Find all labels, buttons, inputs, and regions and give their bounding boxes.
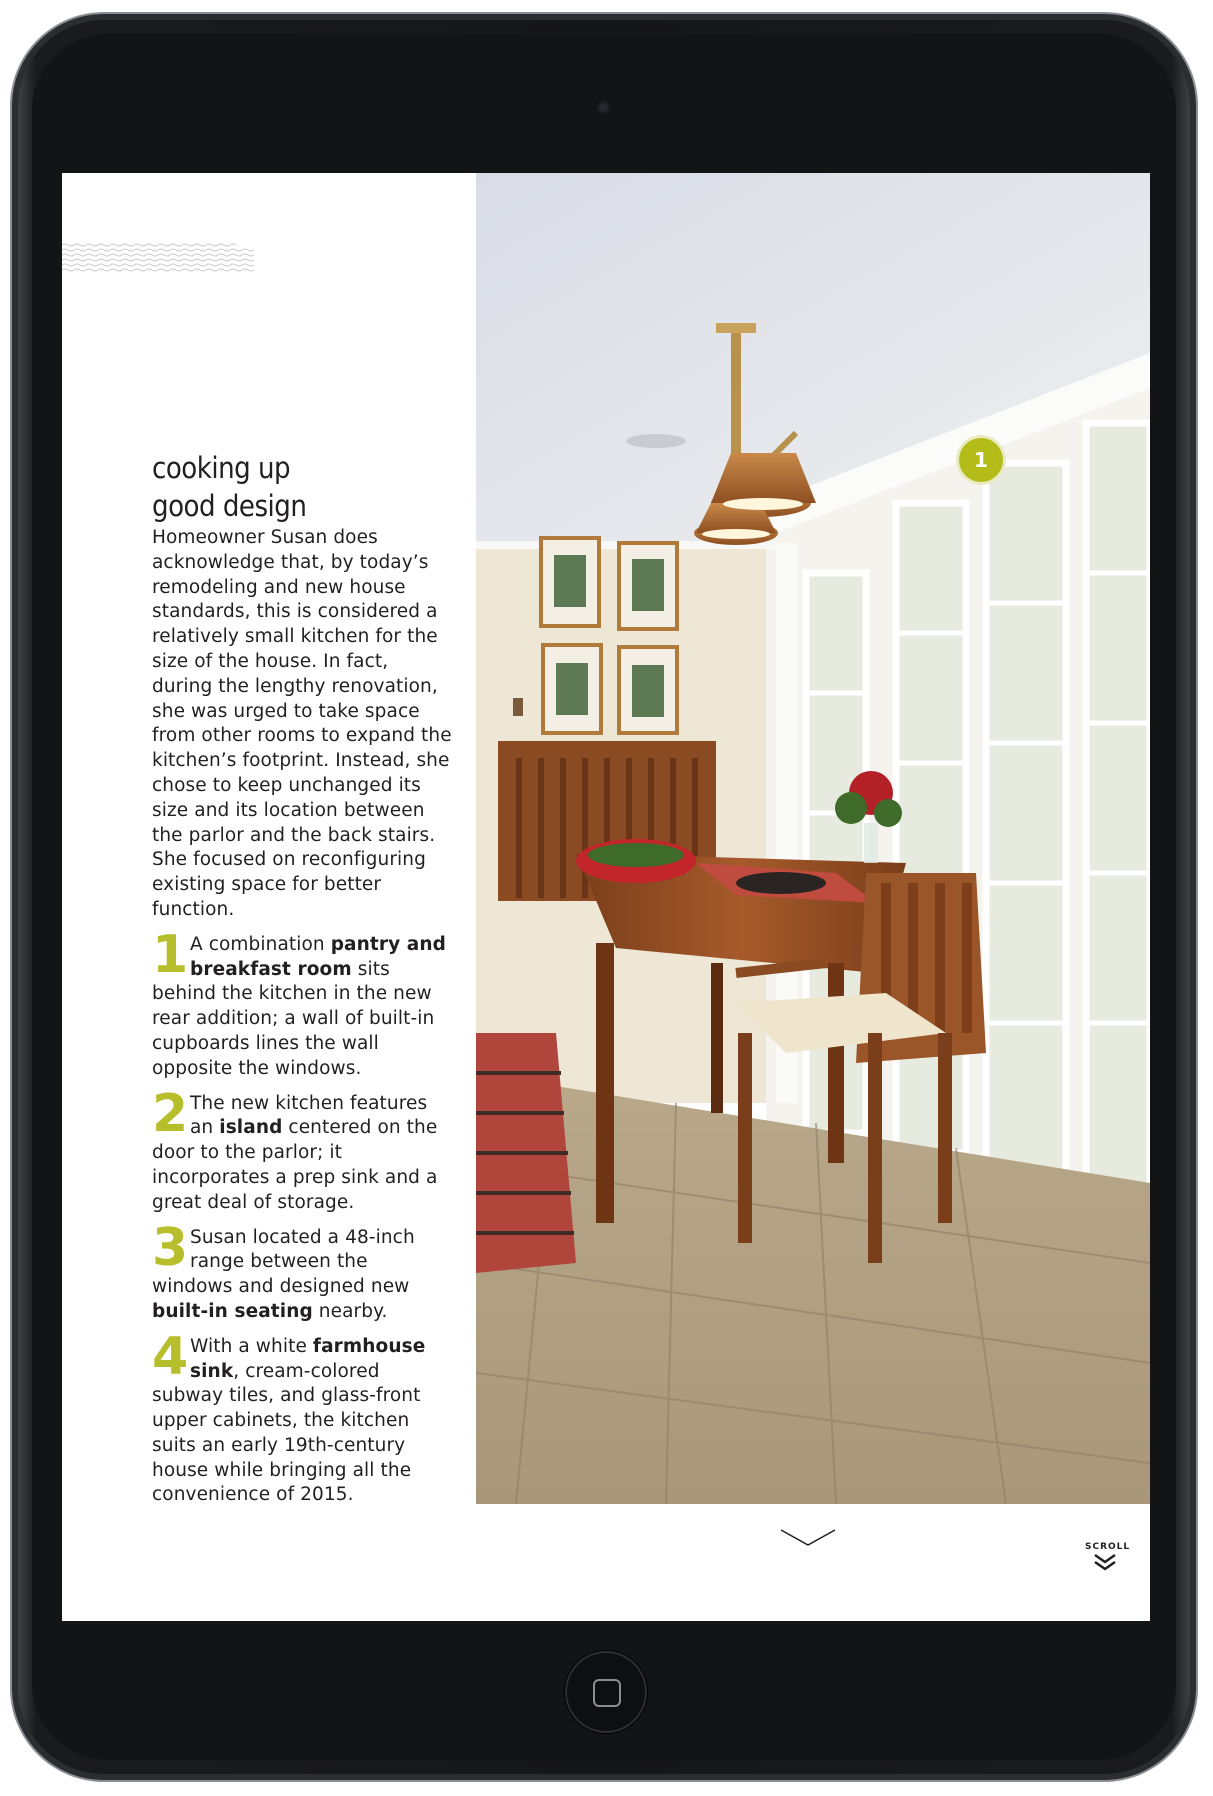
intro-paragraph: Homeowner Susan does acknowledge that, by today’s remodeling and new house standards, this is considered a relatively small kitchen for the size of the house. In fact, during the lengthy renovation, she was urged to take space from other rooms to expand the kitchen’s footprint. Instead, she chose to keep unchanged its size and its location between the parlor and the back stairs. She focused on reconfiguring existing space for better function. <box>152 527 452 920</box>
feature-text-post: centered on the door to the parlor; it incorporates a prep sink and a great deal of storage. <box>152 1117 438 1213</box>
wave-pattern-decoration <box>62 243 262 273</box>
front-camera <box>599 103 608 112</box>
feature-item-3 <box>152 1217 452 1325</box>
hotspot-badge[interactable]: 1 <box>959 438 1003 482</box>
article-heading <box>152 449 306 525</box>
chevron-down-icon[interactable] <box>779 1527 837 1549</box>
home-button[interactable] <box>565 1651 647 1733</box>
breakfast-room-photo <box>476 173 1150 1504</box>
feature-text-pre: The new kitchen features an <box>190 1092 428 1139</box>
feature-number: 2 <box>152 1083 189 1144</box>
feature-text-bold: farmhouse sink <box>190 1335 426 1382</box>
scroll-label: SCROLL <box>1085 1542 1131 1552</box>
article-body <box>152 526 452 1518</box>
magazine-page[interactable] <box>62 173 1150 1621</box>
feature-number: 3 <box>152 1217 189 1278</box>
feature-item-4 <box>152 1326 452 1509</box>
feature-text-bold: built-in seating <box>152 1300 313 1322</box>
feature-text-pre: A combination <box>190 933 331 955</box>
feature-text-bold: pantry and breakfast room <box>190 933 446 980</box>
feature-text-pre: Susan located a 48-inch range between the windows and designed new <box>152 1226 415 1298</box>
feature-text-post: , cream-colored subway tiles, and glass-front upper cabinets, the kitchen suits an early 19th-century house while bringing all the convenience of 2015. <box>152 1360 421 1506</box>
feature-text-post: nearby. <box>312 1300 388 1322</box>
heading-line-2: good design <box>152 489 307 523</box>
feature-number: 4 <box>152 1326 189 1387</box>
scroll-indicator[interactable] <box>1085 1542 1131 1576</box>
feature-text-bold: island <box>219 1117 283 1139</box>
double-chevron-down-icon <box>1092 1552 1118 1572</box>
feature-item-2 <box>152 1083 452 1216</box>
feature-number: 1 <box>152 924 189 985</box>
home-square-icon <box>593 1679 621 1707</box>
heading-line-1: cooking up <box>152 451 291 485</box>
feature-item-1 <box>152 924 452 1082</box>
feature-text-post: sits behind the kitchen in the new rear addition; a wall of built-in cupboards lines the wall opposite the windows. <box>152 958 435 1079</box>
feature-text-pre: With a white <box>190 1335 313 1357</box>
